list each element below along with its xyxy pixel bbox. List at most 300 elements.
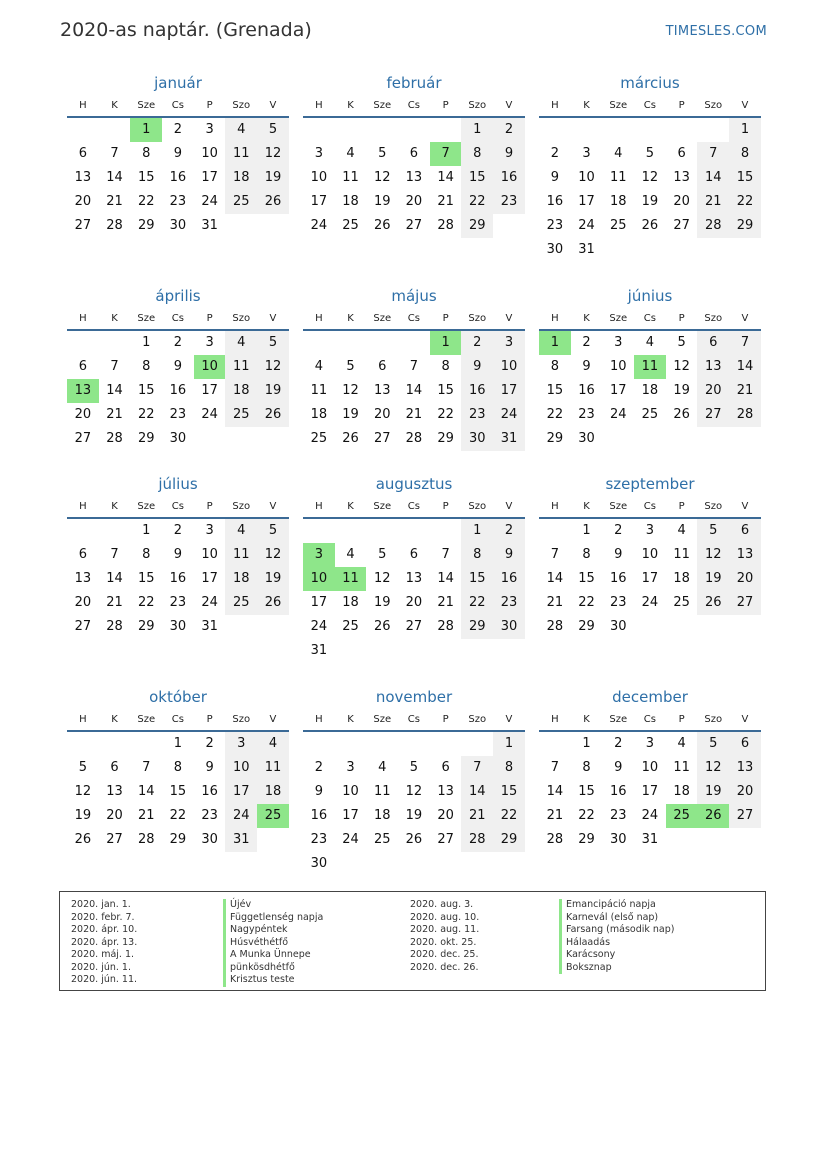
day-cell: 27 [74, 431, 92, 446]
day-cell: 9 [550, 170, 559, 185]
brand-link[interactable]: TIMESLES.COM [665, 24, 767, 39]
empty-cell [602, 238, 634, 262]
day-cell: 12 [373, 571, 391, 586]
day-cell: 28 [461, 828, 493, 852]
empty-cell [666, 615, 698, 639]
legend-holiday-name: Újév [223, 899, 323, 912]
weekday-label: K [111, 100, 118, 111]
month-11 [303, 686, 525, 876]
month-name: április [155, 287, 201, 305]
day-cell: 8 [441, 359, 450, 374]
day-cell: 4 [346, 146, 355, 161]
empty-cell [461, 639, 493, 663]
day-cell: 29 [137, 619, 155, 634]
weekday-label: Cs [171, 714, 184, 725]
weekday-label: V [269, 100, 277, 111]
empty-cell [602, 118, 634, 142]
day-cell: 24 [641, 595, 659, 610]
day-cell: 27 [373, 431, 391, 446]
day-cell: 8 [582, 547, 591, 562]
weekday-label: H [315, 501, 323, 512]
weekday-label: Sze [373, 313, 392, 324]
day-cell: 28 [437, 619, 454, 634]
legend-holiday-name: Boksznap [559, 962, 674, 975]
day-cell: 14 [697, 166, 729, 190]
day-cell: 30 [461, 427, 493, 451]
day-cell: 25 [342, 218, 359, 233]
day-cell: 2 [173, 523, 183, 538]
empty-cell [697, 828, 729, 852]
day-cell: 28 [437, 218, 454, 233]
day-cell: 30 [169, 218, 187, 233]
day-cell: 30 [169, 431, 187, 446]
week-row [303, 543, 525, 567]
empty-cell [67, 331, 99, 355]
day-cell: 21 [106, 595, 123, 610]
day-cell: 22 [461, 591, 493, 615]
empty-cell [493, 852, 525, 876]
day-cell: 14 [437, 571, 454, 586]
weekday-label: P [206, 100, 213, 111]
week-row [539, 756, 761, 780]
day-cell: 24 [225, 804, 257, 828]
month-name: június [627, 287, 673, 305]
day-cell: 7 [550, 760, 559, 775]
day-cell: 10 [493, 355, 525, 379]
week-row [67, 591, 289, 615]
weekday-label: V [269, 714, 277, 725]
day-cell: 12 [697, 543, 729, 567]
day-cell: 26 [257, 190, 289, 214]
day-cell: 13 [405, 170, 423, 185]
day-cell: 8 [461, 142, 493, 166]
day-cell: 6 [78, 547, 87, 562]
day-cell: 19 [257, 166, 289, 190]
empty-cell [303, 331, 335, 355]
month-8 [303, 473, 525, 663]
week-row [303, 567, 525, 591]
weekday-label: V [741, 501, 749, 512]
day-cell: 23 [169, 407, 187, 422]
empty-cell [634, 615, 666, 639]
day-cell: 5 [257, 118, 289, 142]
day-cell: 17 [310, 194, 328, 209]
day-cell: 7 [461, 756, 493, 780]
day-cell: 21 [405, 407, 423, 422]
weekday-label: P [678, 313, 685, 324]
empty-cell [398, 118, 430, 142]
day-cell: 25 [225, 403, 257, 427]
day-cell: 19 [405, 808, 423, 823]
day-cell: 13 [729, 756, 761, 780]
weekday-label: Cs [407, 313, 420, 324]
day-cell: 2 [614, 523, 623, 538]
legend-holiday-name: Hálaadás [559, 937, 674, 950]
weekday-label: Szo [704, 100, 723, 111]
week-row [67, 519, 289, 543]
empty-cell [697, 427, 729, 451]
day-cell: 31 [201, 218, 218, 233]
week-row [303, 190, 525, 214]
day-cell: 17 [225, 780, 257, 804]
day-cell: 25 [310, 431, 328, 446]
day-cell: 14 [546, 571, 564, 586]
week-row [67, 615, 289, 639]
day-cell: 27 [405, 218, 423, 233]
week-row [67, 190, 289, 214]
weekday-label: Szo [704, 501, 723, 512]
day-cell: 11 [225, 142, 257, 166]
weekday-label: Sze [609, 714, 628, 725]
day-cell: 22 [137, 407, 155, 422]
empty-cell [729, 427, 761, 451]
day-cell: 17 [201, 571, 218, 586]
month-name: szeptember [605, 475, 695, 493]
empty-cell [398, 331, 430, 355]
weekday-header [303, 96, 525, 118]
day-cell: 16 [461, 379, 493, 403]
weekday-label: K [583, 313, 590, 324]
legend-holiday-name: Függetlenség napja [223, 912, 323, 925]
day-cell: 16 [493, 166, 525, 190]
day-cell: 28 [546, 832, 564, 847]
month-12 [539, 686, 761, 852]
day-cell: 15 [546, 383, 564, 398]
day-cell: 30 [169, 619, 187, 634]
empty-cell [634, 238, 666, 262]
day-cell: 30 [546, 242, 564, 257]
month-name: július [158, 475, 198, 493]
weekday-label: Sze [137, 501, 156, 512]
day-cell: 30 [609, 619, 627, 634]
day-cell: 5 [697, 732, 729, 756]
day-cell: 26 [257, 403, 289, 427]
day-cell: 27 [405, 619, 423, 634]
day-cell: 6 [729, 732, 761, 756]
day-cell: 12 [697, 756, 729, 780]
day-cell: 7 [441, 547, 450, 562]
holiday-day-cell: 10 [194, 355, 226, 379]
day-cell: 8 [729, 142, 761, 166]
week-row [303, 403, 525, 427]
day-cell: 5 [257, 331, 289, 355]
day-cell: 11 [673, 547, 690, 562]
weekday-label: Sze [609, 313, 628, 324]
day-cell: 3 [493, 331, 525, 355]
empty-cell [366, 639, 398, 663]
weekday-label: V [269, 501, 277, 512]
legend-holiday-name: Emancipáció napja [559, 899, 674, 912]
week-row [303, 756, 525, 780]
day-cell: 1 [142, 335, 151, 350]
day-cell: 13 [74, 170, 92, 185]
day-cell: 29 [461, 214, 493, 238]
legend-date: 2020. aug. 10. [410, 911, 480, 923]
day-cell: 8 [142, 146, 151, 161]
day-cell: 24 [342, 832, 359, 847]
month-4 [67, 285, 289, 451]
weekday-label: H [79, 313, 87, 324]
weekday-label: Sze [137, 100, 156, 111]
day-cell: 18 [673, 784, 690, 799]
day-cell: 23 [169, 595, 187, 610]
weekday-label: V [505, 313, 513, 324]
weekday-label: K [347, 313, 354, 324]
day-cell: 14 [461, 780, 493, 804]
day-cell: 21 [106, 407, 123, 422]
day-cell: 10 [201, 146, 218, 161]
day-cell: 24 [201, 407, 218, 422]
weekday-label: V [269, 313, 277, 324]
day-cell: 12 [673, 359, 690, 374]
empty-cell [99, 732, 131, 756]
day-cell: 1 [582, 523, 591, 538]
week-row [539, 331, 761, 355]
weekday-header [67, 309, 289, 331]
day-cell: 30 [609, 832, 627, 847]
day-cell: 20 [437, 808, 454, 823]
legend-date: 2020. jún. 1. [71, 961, 132, 973]
day-cell: 16 [201, 784, 218, 799]
empty-cell [257, 427, 289, 451]
empty-cell [493, 639, 525, 663]
day-cell: 18 [373, 808, 391, 823]
day-cell: 1 [461, 519, 493, 543]
week-row [303, 780, 525, 804]
day-cell: 6 [677, 146, 686, 161]
week-row [539, 190, 761, 214]
day-cell: 10 [641, 760, 659, 775]
holiday-day-cell: 7 [430, 142, 462, 166]
day-cell: 24 [641, 808, 659, 823]
week-row [67, 756, 289, 780]
weekday-label: Cs [171, 100, 184, 111]
day-cell: 28 [106, 218, 123, 233]
day-cell: 6 [409, 547, 419, 562]
day-cell: 9 [173, 146, 183, 161]
day-cell: 23 [578, 407, 595, 422]
day-cell: 18 [225, 379, 257, 403]
empty-cell [461, 732, 493, 756]
weekday-label: Cs [643, 501, 656, 512]
day-cell: 7 [409, 359, 419, 374]
empty-cell [729, 238, 761, 262]
empty-cell [539, 118, 571, 142]
day-cell: 10 [641, 547, 659, 562]
week-row [303, 732, 525, 756]
weekday-label: P [442, 501, 449, 512]
day-cell: 9 [173, 359, 183, 374]
weekday-label: K [583, 714, 590, 725]
day-cell: 31 [310, 643, 328, 658]
empty-cell [398, 732, 430, 756]
weekday-label: V [741, 313, 749, 324]
day-cell: 31 [201, 619, 218, 634]
day-cell: 19 [257, 379, 289, 403]
month-name: március [620, 74, 680, 92]
weekday-label: Cs [407, 501, 420, 512]
day-cell: 17 [342, 808, 359, 823]
day-cell: 16 [493, 567, 525, 591]
empty-cell [99, 331, 131, 355]
day-cell: 21 [137, 808, 155, 823]
empty-cell [67, 519, 99, 543]
day-cell: 2 [493, 118, 525, 142]
empty-cell [303, 732, 335, 756]
day-cell: 11 [673, 760, 690, 775]
month-name: november [375, 688, 453, 706]
empty-cell [366, 732, 398, 756]
empty-cell [335, 852, 367, 876]
day-cell: 7 [110, 547, 119, 562]
day-cell: 26 [257, 591, 289, 615]
day-cell: 27 [729, 591, 761, 615]
day-cell: 29 [137, 431, 155, 446]
empty-cell [571, 118, 603, 142]
empty-cell [697, 615, 729, 639]
weekday-label: Cs [643, 313, 656, 324]
day-cell: 22 [546, 407, 564, 422]
day-cell: 20 [74, 194, 92, 209]
day-cell: 7 [729, 331, 761, 355]
week-row [303, 355, 525, 379]
day-cell: 8 [142, 359, 151, 374]
weekday-label: K [583, 100, 590, 111]
empty-cell [335, 331, 367, 355]
week-row [303, 852, 525, 876]
holiday-day-cell: 11 [634, 355, 666, 379]
day-cell: 20 [673, 194, 690, 209]
day-cell: 14 [437, 170, 454, 185]
legend-dates-left [71, 899, 137, 987]
month-name: február [386, 74, 442, 92]
week-row [539, 427, 761, 451]
day-cell: 15 [729, 166, 761, 190]
day-cell: 15 [137, 571, 155, 586]
weekday-label: Sze [373, 714, 392, 725]
day-cell: 17 [609, 383, 627, 398]
day-cell: 9 [614, 547, 623, 562]
day-cell: 16 [169, 383, 187, 398]
day-cell: 16 [310, 808, 328, 823]
day-cell: 23 [169, 194, 187, 209]
day-cell: 6 [110, 760, 119, 775]
empty-cell [430, 852, 462, 876]
empty-cell [366, 519, 398, 543]
legend-date: 2020. aug. 3. [410, 899, 474, 910]
day-cell: 11 [225, 355, 257, 379]
empty-cell [225, 615, 257, 639]
day-cell: 22 [578, 595, 595, 610]
day-cell: 9 [614, 760, 623, 775]
day-cell: 5 [257, 519, 289, 543]
empty-cell [398, 519, 430, 543]
legend-date: 2020. máj. 1. [71, 949, 135, 960]
day-cell: 25 [225, 591, 257, 615]
day-cell: 8 [461, 543, 493, 567]
day-cell: 30 [493, 615, 525, 639]
day-cell: 10 [342, 784, 359, 799]
legend-holiday-name: Húsvéthétfő [223, 937, 323, 950]
day-cell: 23 [201, 808, 218, 823]
holiday-day-cell: 25 [666, 804, 698, 828]
legend-date: 2020. aug. 11. [410, 924, 480, 935]
day-cell: 21 [729, 379, 761, 403]
holiday-legend [59, 891, 766, 991]
day-cell: 19 [673, 383, 690, 398]
day-cell: 15 [137, 383, 155, 398]
week-row [303, 427, 525, 451]
empty-cell [67, 732, 99, 756]
day-cell: 12 [342, 383, 359, 398]
day-cell: 31 [578, 242, 595, 257]
weekday-label: Sze [373, 100, 392, 111]
weekday-header [67, 96, 289, 118]
day-cell: 24 [609, 407, 627, 422]
day-cell: 26 [74, 832, 92, 847]
day-cell: 10 [609, 359, 627, 374]
day-cell: 25 [225, 190, 257, 214]
day-cell: 28 [697, 214, 729, 238]
weekday-label: V [505, 714, 513, 725]
week-row [539, 804, 761, 828]
day-cell: 23 [609, 595, 627, 610]
day-cell: 11 [609, 170, 627, 185]
month-7 [67, 473, 289, 639]
legend-date: 2020. jún. 11. [71, 974, 138, 985]
weekday-label: K [347, 100, 354, 111]
week-row [67, 732, 289, 756]
day-cell: 21 [437, 595, 454, 610]
empty-cell [257, 615, 289, 639]
empty-cell [602, 427, 634, 451]
weekday-label: Sze [373, 501, 392, 512]
day-cell: 1 [493, 732, 525, 756]
day-cell: 14 [405, 383, 423, 398]
week-row [303, 379, 525, 403]
day-cell: 4 [225, 519, 257, 543]
weekday-label: Cs [171, 501, 184, 512]
week-row [539, 118, 761, 142]
day-cell: 4 [346, 547, 355, 562]
day-cell: 29 [437, 431, 454, 446]
day-cell: 11 [342, 170, 359, 185]
day-cell: 22 [493, 804, 525, 828]
weekday-label: Szo [468, 501, 487, 512]
day-cell: 5 [346, 359, 355, 374]
week-row [539, 543, 761, 567]
week-row [539, 238, 761, 262]
day-cell: 3 [205, 122, 214, 137]
week-row [303, 118, 525, 142]
weekday-header [539, 710, 761, 732]
day-cell: 16 [169, 571, 187, 586]
holiday-day-cell: 10 [303, 567, 335, 591]
legend-names-right [559, 899, 674, 974]
week-row [539, 355, 761, 379]
empty-cell [257, 214, 289, 238]
weekday-label: H [315, 313, 323, 324]
day-cell: 14 [137, 784, 155, 799]
day-cell: 25 [609, 218, 627, 233]
legend-holiday-name: A Munka Ünnepe [223, 949, 323, 962]
weekday-label: Szo [468, 714, 487, 725]
weekday-label: K [111, 501, 118, 512]
day-cell: 18 [609, 194, 627, 209]
day-cell: 17 [641, 571, 659, 586]
day-cell: 24 [578, 218, 595, 233]
empty-cell [430, 732, 462, 756]
